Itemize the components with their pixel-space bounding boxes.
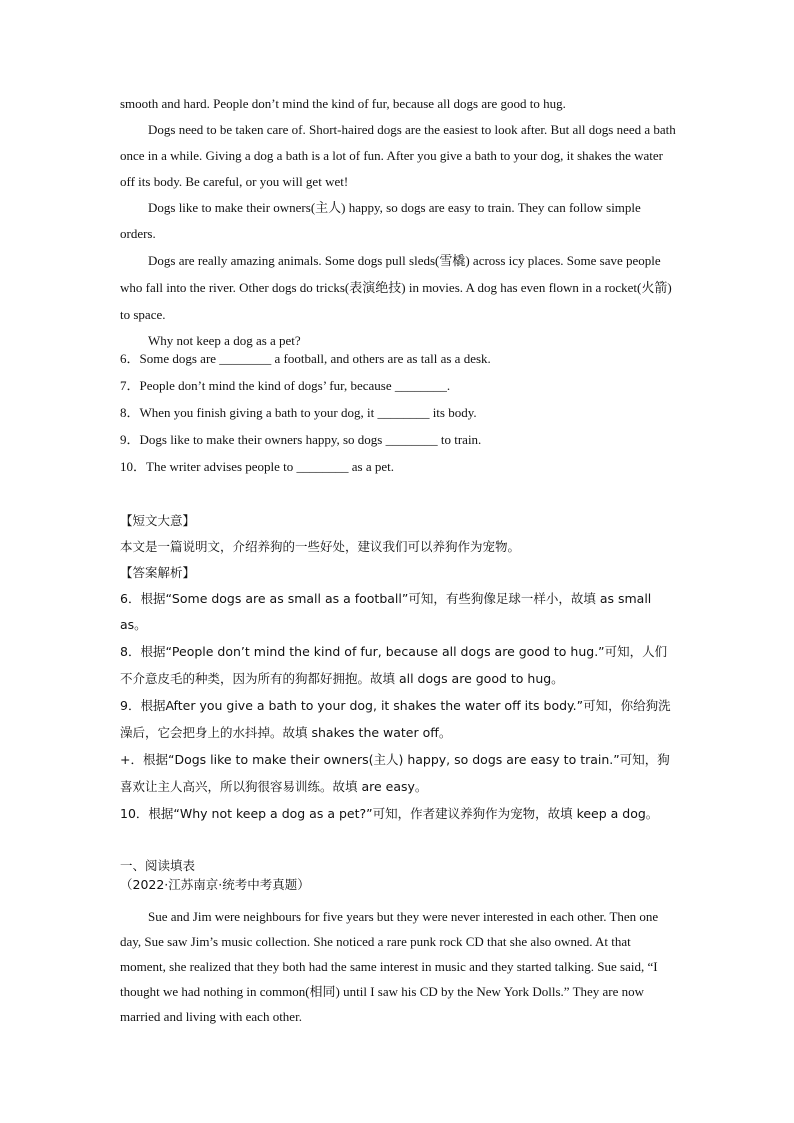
- summary-heading: 【短文大意】: [120, 513, 196, 528]
- question-item: 7．People don’t mind the kind of dogs’ fur, because ________.: [120, 378, 451, 393]
- section-source: （2022·江苏南京·统考中考真题）: [120, 877, 310, 892]
- passage-paragraph: Sue and Jim were neighbours for five years but they were never interested in each other. Then one day, Sue saw Jim’s music collection. She noticed a rare punk rock CD that she also owned. At that moment, she realized that they both had the same interest in music and they started talking. Sue said, “I thought we had nothing in common(相同) until I saw his CD by the New York Dolls.” They are now married and living with each other.: [120, 909, 659, 1024]
- question-item: 6．Some dogs are ________ a football, and others are as tall as a desk.: [120, 351, 491, 366]
- question-item: 9．Dogs like to make their owners happy, so dogs ________ to train.: [120, 432, 482, 447]
- reading-passage: [120, 91, 676, 354]
- analysis-heading: 【答案解析】: [120, 565, 196, 580]
- analysis-item: 9．根据After you give a bath to your dog, it shakes the water off its body.”可知，你给狗洗澡后，它会把身上的水抖掉。故填 shakes the water off。: [120, 698, 671, 740]
- reading-section: [120, 856, 676, 1029]
- passage-paragraph: smooth and hard. People don’t mind the kind of fur, because all dogs are good to hug.: [120, 96, 566, 111]
- passage-paragraph: Why not keep a dog as a pet?: [148, 333, 301, 348]
- question-item: 8．When you finish giving a bath to your dog, it ________ its body.: [120, 405, 477, 420]
- question-item: 10．The writer advises people to ________ as a pet.: [120, 459, 395, 474]
- analysis-item: 8．根据“People don’t mind the kind of fur, because all dogs are good to hug.”可知，人们不介意皮毛的种类，因为所有的狗都好拥抱。故填 all dogs are good to hug。: [120, 644, 668, 686]
- analysis-item: 10．根据“Why not keep a dog as a pet?”可知，作者建议养狗作为宠物，故填 keep a dog。: [120, 806, 659, 821]
- passage-paragraph: Dogs are really amazing animals. Some dogs pull sleds(雪橇) across icy places. Some save people who fall into the river. Other dogs do tricks(表演绝技) in movies. A dog has even flown in a rocket(火箭) to space.: [120, 253, 672, 322]
- summary-text: 本文是一篇说明文，介绍养狗的一些好处，建议我们可以养狗作为宠物。: [120, 539, 521, 554]
- passage-paragraph: Dogs need to be taken care of. Short-haired dogs are the easiest to look after. But all dogs need a bath once in a while. Giving a dog a bath is a lot of fun. After you give a bath to your dog, it shakes the water off its body. Be careful, or you will get wet!: [120, 122, 676, 189]
- analysis-item: +．根据“Dogs like to make their owners(主人) happy, so dogs are easy to train.”可知，狗喜欢让主人高兴，所以狗很容易训练。故填 are easy。: [120, 752, 670, 794]
- answer-section: [120, 508, 676, 827]
- question-list: [120, 345, 676, 480]
- section-title: 一、阅读填表: [120, 858, 196, 873]
- passage-paragraph: Dogs like to make their owners(主人) happy, so dogs are easy to train. They can follow simple orders.: [120, 200, 641, 241]
- analysis-item: 6．根据“Some dogs are as small as a football”可知，有些狗像足球一样小，故填 as small as。: [120, 591, 652, 632]
